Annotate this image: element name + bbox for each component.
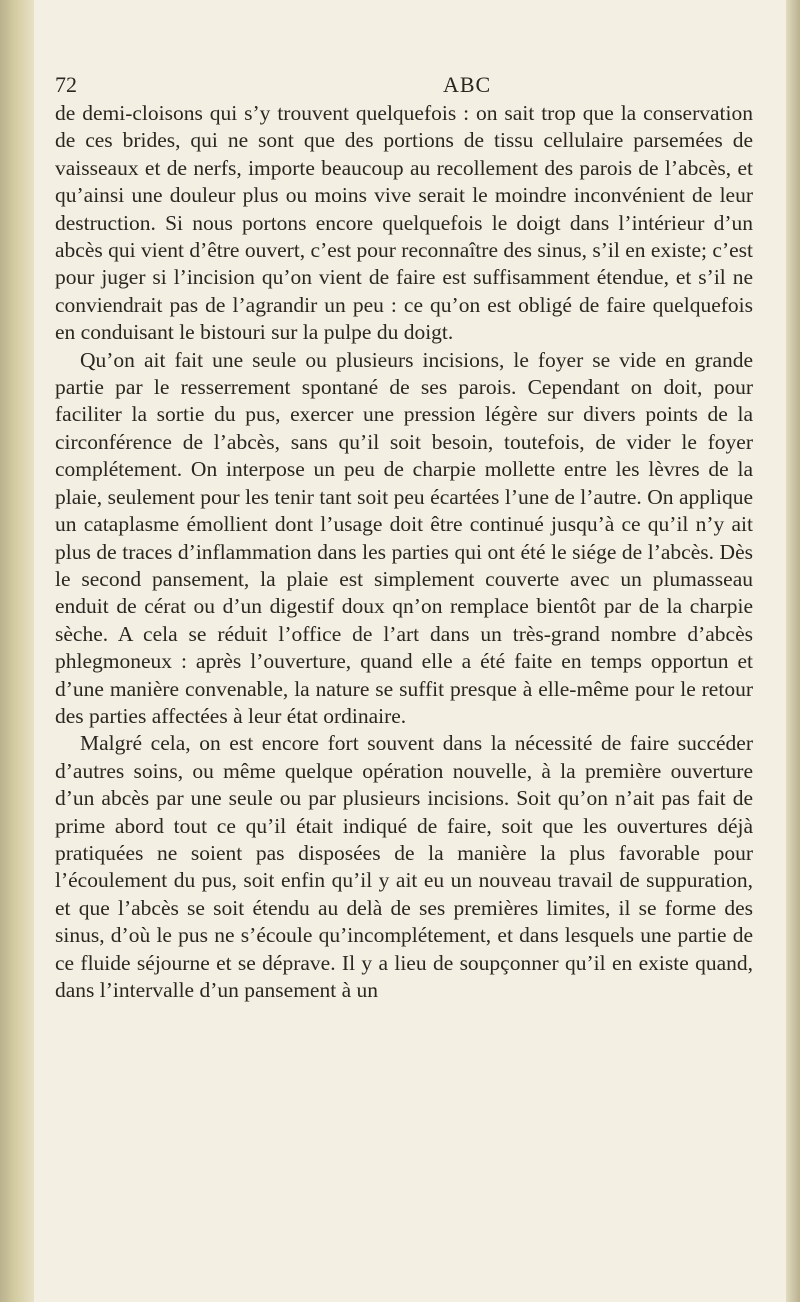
paragraph-continuation: de demi-cloisons qui s’y trouvent quelquefois : on sait trop que la conservation de ces brides, qui ne sont que des portions de tissu cellulaire parsemées de vaisseaux et de nerfs, importe beaucoup au recollement des parois de l’abcès, et qu’ainsi une douleur plus ou moins vive serait le moindre inconvénient de leur destruction. Si nous portons encore quelquefois le doigt dans l’intérieur d’un abcès qui vient d’être ouvert, c’est pour reconnaître des sinus, s’il en existe; c’est pour juger si l’incision qu’on vient de faire est suffisamment étendue, et s’il ne conviendrait pas de l’agrandir un peu : ce qu’on est obligé de faire quelquefois en conduisant le bistouri sur la pulpe du doigt. bbox=[55, 101, 753, 345]
paragraph-complications: Malgré cela, on est encore fort souvent dans la nécessité de faire succéder d’autres soins, ou même quelque opération nouvelle, à la première ouverture d’un abcès par une seule ou par plusieurs incisions. Soit qu’on n’ait pas fait de prime abord tout ce qu’il était indiqué de faire, soit que les ouvertures déjà pratiquées ne soient pas disposées de la manière la plus favorable pour l’écoulement du pus, soit enfin qu’il y ait eu un nouveau travail de suppuration, et que l’abcès se soit étendu au delà de ses premières limites, il se forme des sinus, d’où le pus ne s’écoule qu’incomplétement, et dans lesquels une partie de ce fluide séjourne et se déprave. Il y a lieu de soupçonner qu’il en existe quand, dans l’intervalle d’un pansement à un bbox=[55, 731, 753, 1002]
book-page bbox=[40, 70, 785, 1004]
body-text bbox=[55, 100, 753, 1004]
running-title: ABC bbox=[443, 72, 492, 97]
paragraph-incisions: Qu’on ait fait une seule ou plusieurs incisions, le foyer se vide en grande partie par le resserrement spontané de ses parois. Cependant on doit, pour faciliter la sortie du pus, exercer une pression légère sur divers points de la circonférence de l’abcès, sans qu’il soit besoin, toutefois, de vider le foyer complétement. On interpose un peu de charpie mollette entre les lèvres de la plaie, seulement pour les tenir tant soit peu écartées l’une de l’autre. On applique un cataplasme émollient dont l’usage doit être continué jusqu’à ce qu’il n’y ait plus de traces d’inflammation dans les parties qui ont été le siége de l’abcès. Dès le second pansement, la plaie est simplement couverte avec un plumasseau enduit de cérat ou d’un digestif doux qn’on remplace bientôt par de la charpie sèche. A cela se réduit l’office de l’art dans un très-grand nombre d’abcès phlegmoneux : après l’ouverture, quand elle a été faite en temps opportun et d’une manière convenable, la nature se suffit presque à elle-même pour le retour des parties affectées à leur état ordinaire. bbox=[55, 347, 753, 728]
book-gutter-right bbox=[786, 0, 800, 1302]
page-number: 72 bbox=[55, 72, 77, 97]
book-gutter-left bbox=[0, 0, 34, 1302]
running-head bbox=[55, 70, 705, 100]
